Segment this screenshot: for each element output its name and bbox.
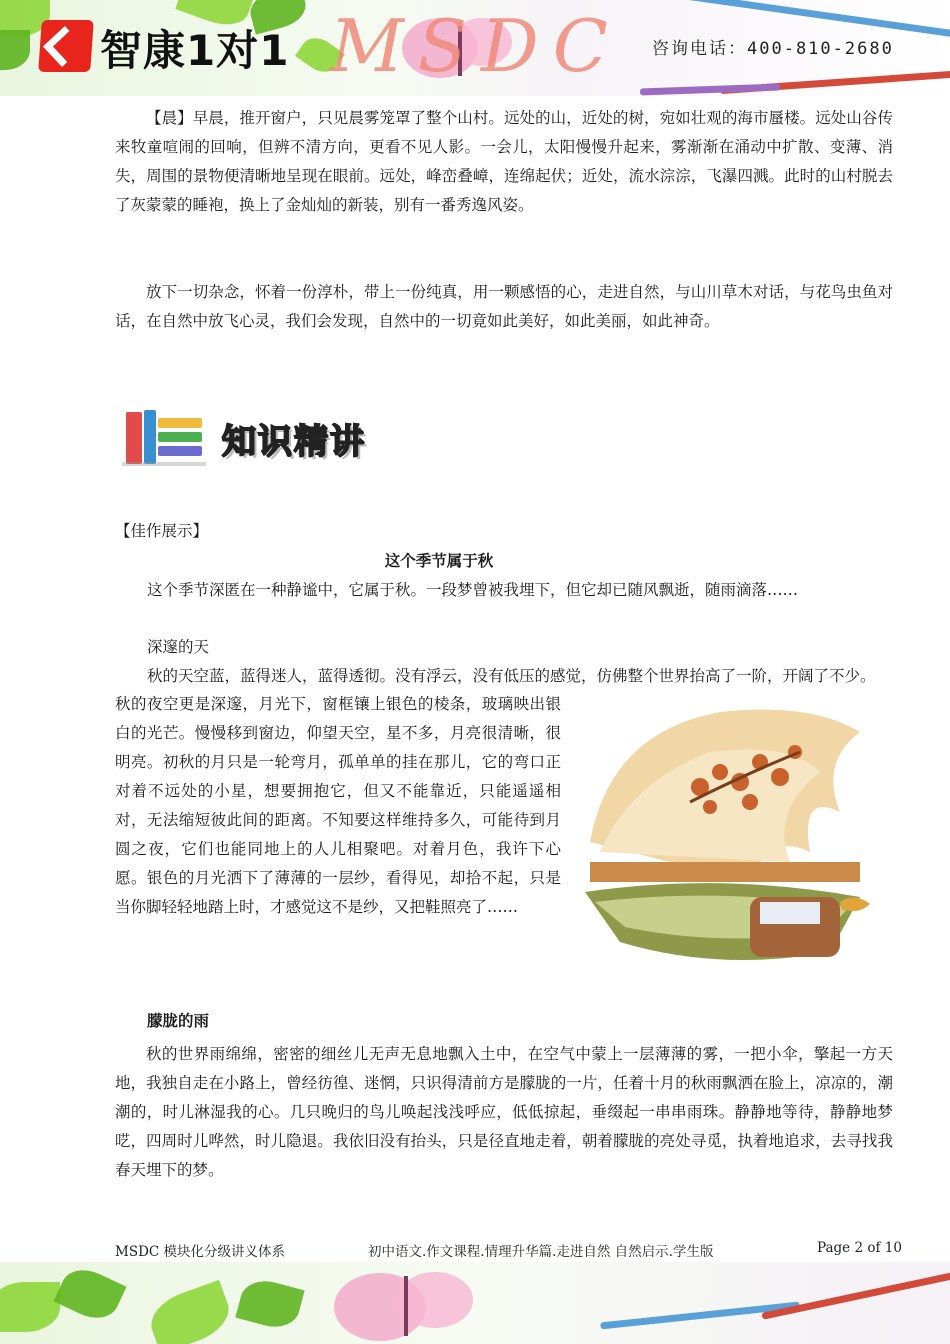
sky-first-line: 秋的天空蓝，蓝得迷人，蓝得透彻。没有浮云，没有低压的感觉，仿佛整个世界抬高了一阶，开阔了不少。 [147, 667, 876, 685]
article-title: 这个季节属于秋 [384, 552, 494, 570]
butterfly-icon [330, 1262, 480, 1344]
leaf-decoration [144, 1280, 236, 1344]
pencil-decoration [661, 0, 950, 38]
sky-heading: 深邃的天 [147, 638, 210, 656]
pencil-decoration [761, 1271, 950, 1319]
sky-body: 秋的夜空更是深邃，月光下，窗框镶上银色的棱条，玻璃映出银白的光芒。慢慢移到窗边，仰望天空，星不多，月亮很清晰，很明亮。初秋的月只是一轮弯月，孤单单的挂在那儿，它的弯口正对着不远处的小星，想要拥抱它，但又不能靠近，只能遥遥相对，无法缩短彼此间的距离。不知要这样维持多久，可能待到月圆之夜，它们也能同地上的人儿相聚吧。对着月色，我许下心愿。银色的月光洒下了薄薄的一层纱，看得见，却拾不起，只是当你脚轻轻地踏上时，才感觉这不是纱，又把鞋照亮了…… [115, 695, 561, 916]
footer-banner [0, 1262, 950, 1344]
paragraph-nature: 放下一切杂念，怀着一份淳朴，带上一份纯真，用一颗感悟的心，走进自然，与山川草木对话，与花鸟虫鱼对话，在自然中放飞心灵，我们会发现，自然中的一切竟如此美好，如此美丽，如此神奇。 [115, 283, 893, 330]
footer-course: 初中语文.作文课程.情理升华篇.走进自然 自然启示.学生版 [368, 1244, 714, 1260]
footer-series: MSDC 模块化分级讲义体系 [115, 1244, 286, 1260]
autumn-illustration [570, 692, 870, 984]
pencil-decoration [640, 84, 780, 96]
leaf-decoration [0, 30, 30, 70]
section-title: 知识精讲 [222, 422, 366, 462]
consult-phone: 咨询电话：400-810-2680 [652, 39, 894, 59]
leaf-decoration [54, 1262, 127, 1327]
article-intro: 这个季节深匿在一种静谧中，它属于秋。一段梦曾被我埋下，但它却已随风飘逝，随雨滴落…… [147, 581, 799, 599]
logo-icon [38, 20, 94, 72]
logo-text: 智康1对1 [100, 26, 290, 75]
footer-page-number: Page 2 of 10 [817, 1240, 902, 1256]
leaf-decoration [235, 1275, 304, 1333]
paragraph-morning: 【晨】早晨，推开窗户，只见晨雾笼罩了整个山村。远处的山，近处的树，宛如壮观的海市蜃楼。远处山谷传来牧童喧闹的回响，但辨不清方向，更看不见人影。一会儿，太阳慢慢升起来，雾渐渐在涌动中扩散、变薄、消失，周围的景物便清晰地呈现在眼前。远处，峰峦叠嶂，连绵起伏；近处，流水淙淙，飞瀑四溅。此时的山村脱去了灰蒙蒙的睡袍，换上了金灿灿的新装，别有一番秀逸风姿。 [115, 109, 893, 214]
brand-watermark: MSDC [330, 4, 622, 88]
header-banner [0, 0, 950, 96]
showcase-label: 【佳作展示】 [115, 522, 209, 540]
rain-heading: 朦胧的雨 [147, 1012, 210, 1030]
leaf-decoration [0, 1282, 60, 1332]
rain-body: 秋的世界雨绵绵，密密的细丝儿无声无息地飘入土中，在空气中蒙上一层薄薄的雾，一把小伞，擎起一方天地，我独自走在小路上，曾经彷徨、迷惘，只识得清前方是朦胧的一片，任着十月的秋雨飘洒在脸上，凉凉的，潮潮的，时儿淋湿我的心。几只晚归的鸟儿唤起浅浅呼应，低低掠起，垂缀起一串串雨珠。静静地等待，静静地梦呓，四周时儿哗然，时儿隐退。我依旧没有抬头，只是径直地走着，朝着朦胧的亮处寻觅，执着地追求，去寻找我春天埋下的梦。 [115, 1045, 893, 1179]
